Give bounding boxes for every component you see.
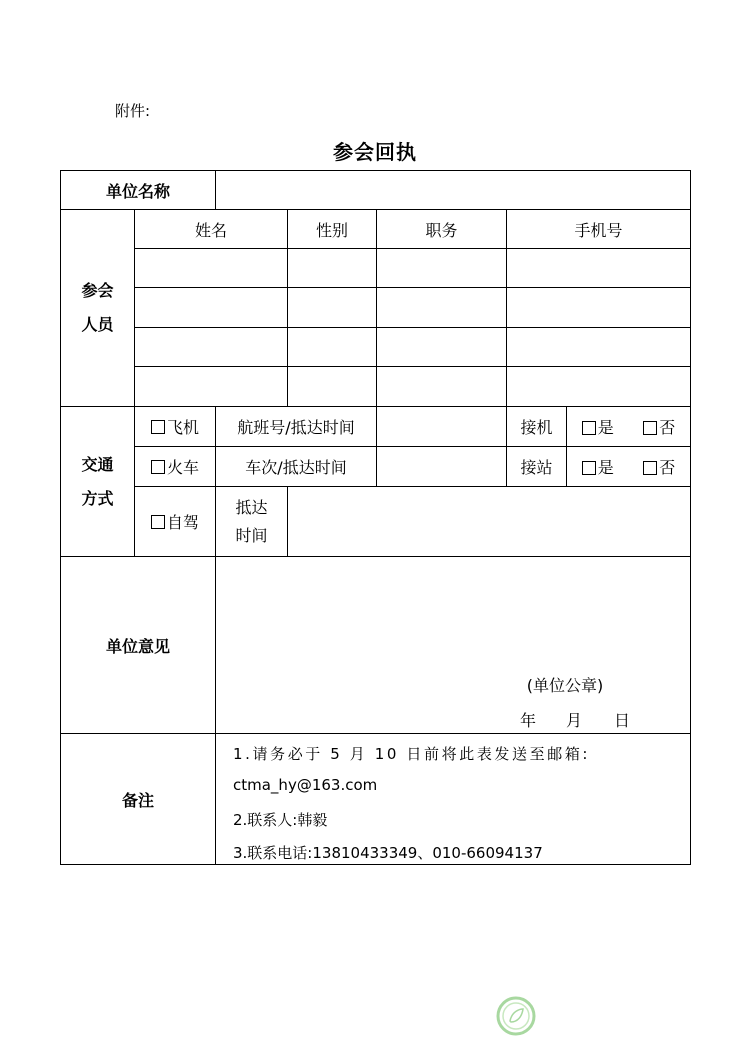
remark-contact: 2.联系人:韩毅 [233, 811, 328, 829]
attendee-gender-field[interactable] [288, 249, 376, 287]
remark-phone: 3.联系电话:13810433349、010-66094137 [233, 844, 543, 862]
empty-checkbox-icon[interactable] [582, 461, 596, 475]
attendee-name-field[interactable] [135, 249, 287, 287]
attendees-label-line1: 参会 [81, 281, 114, 300]
page-title: 参会回执 [333, 140, 417, 164]
attendee-phone-field[interactable] [507, 288, 690, 327]
date-day-label: 日 [613, 710, 630, 730]
empty-checkbox-icon[interactable] [151, 460, 165, 474]
attendee-phone-field[interactable] [507, 249, 690, 287]
airport-pickup-yes[interactable] [582, 415, 614, 438]
no-label: 否 [659, 418, 676, 437]
attendee-name-field[interactable] [135, 288, 287, 327]
drive-arrival-field[interactable] [288, 487, 690, 556]
column-header-gender: 性别 [315, 220, 348, 240]
empty-checkbox-icon[interactable] [151, 420, 165, 434]
column-header-name: 姓名 [194, 220, 227, 240]
drive-arrival-label [216, 487, 287, 556]
opinion-label: 单位意见 [105, 636, 170, 656]
airport-pickup-no[interactable] [643, 415, 675, 438]
attendee-phone-field[interactable] [507, 367, 690, 406]
attendee-position-field[interactable] [377, 249, 506, 287]
drive-label: 自驾 [166, 513, 199, 532]
unit-name-label: 单位名称 [105, 181, 170, 201]
drive-arrival-line1: 抵达 [235, 497, 268, 517]
station-pickup-no[interactable] [643, 455, 675, 478]
station-pickup-yes[interactable] [582, 455, 614, 478]
yes-label: 是 [597, 458, 614, 477]
transport-option-plane[interactable] [135, 407, 215, 446]
transport-option-train[interactable] [135, 447, 215, 486]
attendees-label-line2: 人员 [81, 315, 114, 334]
airport-pickup-options [567, 407, 690, 446]
attendee-gender-field[interactable] [288, 367, 376, 406]
transport-label-line1: 交通 [81, 454, 114, 474]
train-arrival-label: 车次/抵达时间 [245, 458, 347, 477]
station-pickup-label: 接站 [520, 458, 553, 477]
column-header-phone: 手机号 [574, 220, 623, 240]
opinion-field[interactable] [216, 557, 690, 667]
unit-seal-label: (单位公章) [526, 675, 604, 695]
remark-line-1: 1.请务必于 5 月 10 日前将此表发送至邮箱: [233, 745, 591, 763]
unit-name-field[interactable] [216, 171, 690, 209]
attendee-gender-field[interactable] [288, 288, 376, 327]
train-label: 火车 [166, 458, 199, 477]
remarks-label: 备注 [121, 790, 154, 810]
empty-checkbox-icon[interactable] [582, 421, 596, 435]
transport-label-line2: 方式 [81, 488, 114, 508]
transport-option-drive[interactable] [135, 487, 215, 556]
attendee-position-field[interactable] [377, 288, 506, 327]
transport-section-label [61, 407, 134, 556]
attendee-position-field[interactable] [377, 367, 506, 406]
attendees-section-label [61, 210, 134, 406]
attendee-gender-field[interactable] [288, 328, 376, 366]
flight-arrival-field[interactable] [377, 407, 506, 446]
train-arrival-field[interactable] [377, 447, 506, 486]
flight-arrival-label: 航班号/抵达时间 [237, 418, 355, 437]
attendee-name-field[interactable] [135, 328, 287, 366]
empty-checkbox-icon[interactable] [151, 515, 165, 529]
column-header-position: 职务 [425, 220, 458, 240]
remark-email[interactable]: ctma_hy@163.com [233, 776, 378, 794]
date-month-label: 月 [565, 710, 582, 730]
airport-pickup-label: 接机 [520, 418, 553, 437]
empty-checkbox-icon[interactable] [643, 421, 657, 435]
drive-arrival-line2: 时间 [235, 525, 268, 545]
station-pickup-options [567, 447, 690, 486]
attendee-phone-field[interactable] [507, 328, 690, 366]
leaf-logo-icon [496, 996, 536, 1036]
no-label: 否 [659, 458, 676, 477]
date-year-label: 年 [519, 710, 536, 730]
attendee-position-field[interactable] [377, 328, 506, 366]
plane-label: 飞机 [166, 418, 199, 437]
attendee-name-field[interactable] [135, 367, 287, 406]
empty-checkbox-icon[interactable] [643, 461, 657, 475]
yes-label: 是 [597, 418, 614, 437]
attachment-label: 附件: [115, 102, 151, 120]
